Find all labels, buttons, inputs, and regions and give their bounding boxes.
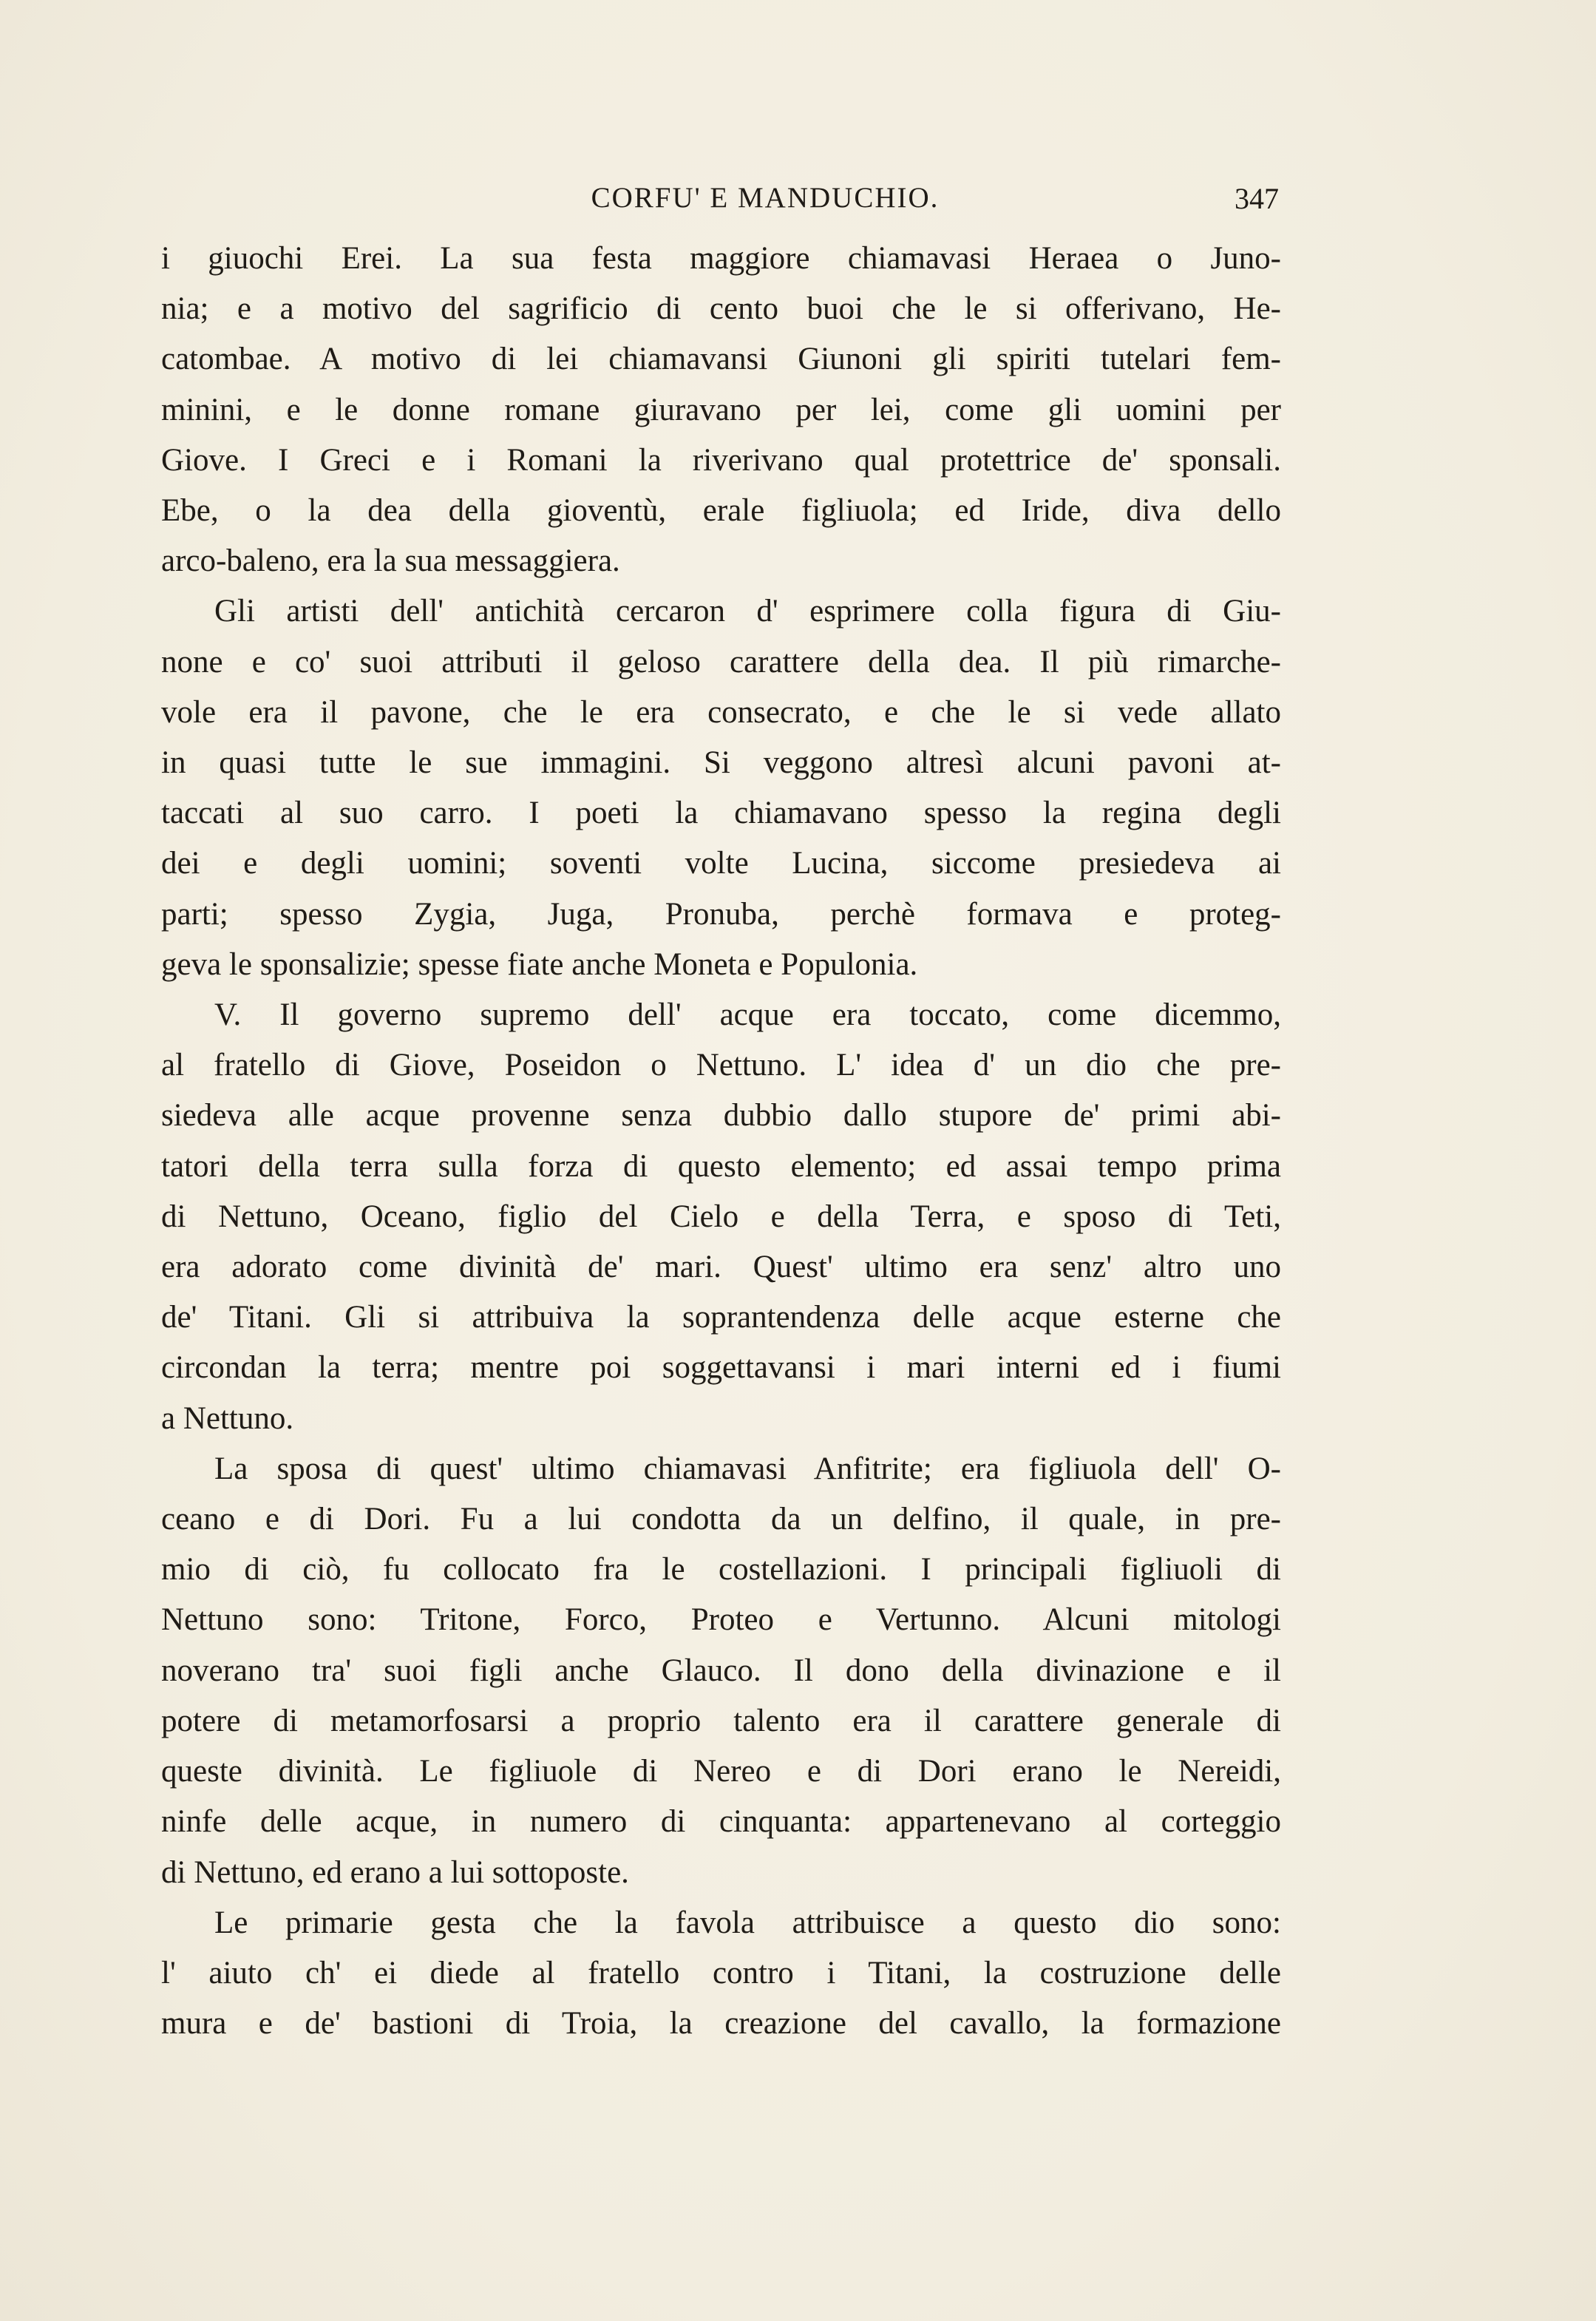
- text-line: noverano tra' suoi figli anche Glauco. Il dono della divinazione e il: [161, 1653, 1281, 1688]
- text-line: vole era il pavone, che le era consecrato, e che le si vede allato: [161, 694, 1281, 730]
- text-line: era adorato come divinità de' mari. Quest' ultimo era senz' altro uno: [161, 1250, 1281, 1285]
- text-line: al fratello di Giove, Poseidon o Nettuno. L' idea d' un dio che pre-: [161, 1048, 1281, 1083]
- text-line: tatori della terra sulla forza di questo elemento; ed assai tempo prima: [161, 1148, 1281, 1184]
- text-line: di Nettuno, ed erano a lui sottoposte.: [161, 1854, 629, 1890]
- text-line: di Nettuno, Oceano, figlio del Cielo e della Terra, e sposo di Teti,: [161, 1199, 1281, 1234]
- text-line: mio di ciò, fu collocato fra le costellazioni. I principali figliuoli di: [161, 1552, 1281, 1588]
- text-line: siedeva alle acque provenne senza dubbio dallo stupore de' primi abi-: [161, 1098, 1281, 1134]
- text-line: l' aiuto ch' ei diede al fratello contro i Titani, la costruzione delle: [161, 1955, 1281, 1990]
- text-line: taccati al suo carro. I poeti la chiamavano spesso la regina degli: [161, 796, 1281, 831]
- text-line: ninfe delle acque, in numero di cinquanta: appartenevano al corteggio: [161, 1804, 1281, 1840]
- text-line: mura e de' bastioni di Troia, la creazione del cavallo, la formazione: [161, 2006, 1281, 2042]
- text-line: catombae. A motivo di lei chiamavansi Giunoni gli spiriti tutelari fem-: [161, 342, 1281, 377]
- text-line: queste divinità. Le figliuole di Nereo e di Dori erano le Nereidi,: [161, 1754, 1281, 1789]
- text-line: ceano e di Dori. Fu a lui condotta da un delfino, il quale, in pre-: [161, 1502, 1281, 1537]
- text-line: arco-baleno, era la sua messaggiera.: [161, 543, 620, 579]
- text-line: none e co' suoi attributi il geloso carattere della dea. Il più rimarche-: [161, 644, 1281, 680]
- text-line: Giove. I Greci e i Romani la riverivano qual protettrice de' sponsali.: [161, 442, 1281, 478]
- text-line: potere di metamorfosarsi a proprio talento era il carattere generale di: [161, 1703, 1281, 1738]
- text-line: Le primarie gesta che la favola attribuisce a questo dio sono:: [214, 1905, 1281, 1940]
- text-line: La sposa di quest' ultimo chiamavasi Anfitrite; era figliuola dell' O-: [214, 1451, 1281, 1486]
- text-line: dei e degli uomini; soventi volte Lucina, siccome presiedeva ai: [161, 846, 1281, 881]
- text-line: minini, e le donne romane giuravano per lei, come gli uomini per: [161, 392, 1281, 427]
- page-number: 347: [1235, 182, 1279, 215]
- text-line: de' Titani. Gli si attribuiva la soprantendenza delle acque esterne che: [161, 1300, 1281, 1335]
- text-line: parti; spesso Zygia, Juga, Pronuba, perchè formava e proteg-: [161, 896, 1281, 932]
- text-line: Ebe, o la dea della gioventù, erale figliuola; ed Iride, diva dello: [161, 493, 1281, 529]
- text-line: V. Il governo supremo dell' acque era toccato, come dicemmo,: [214, 997, 1281, 1033]
- text-line: a Nettuno.: [161, 1400, 294, 1436]
- text-line: in quasi tutte le sue immagini. Si veggono altresì alcuni pavoni at-: [161, 745, 1281, 781]
- body-text: [161, 234, 1281, 2049]
- text-line: circondan la terra; mentre poi soggettavansi i mari interni ed i fiumi: [161, 1350, 1281, 1386]
- text-line: Nettuno sono: Tritone, Forco, Proteo e Vertunno. Alcuni mitologi: [161, 1602, 1281, 1638]
- text-line: Gli artisti dell' antichità cercaron d' esprimere colla figura di Giu-: [214, 594, 1281, 629]
- text-line: nia; e a motivo del sagrificio di cento buoi che le si offerivano, He-: [161, 291, 1281, 327]
- text-line: i giuochi Erei. La sua festa maggiore chiamavasi Heraea o Juno-: [161, 241, 1281, 276]
- running-title: CORFU' E MANDUCHIO.: [591, 182, 940, 214]
- text-line: geva le sponsalizie; spesse fiate anche Moneta e Populonia.: [161, 946, 918, 982]
- running-head: [251, 181, 1279, 226]
